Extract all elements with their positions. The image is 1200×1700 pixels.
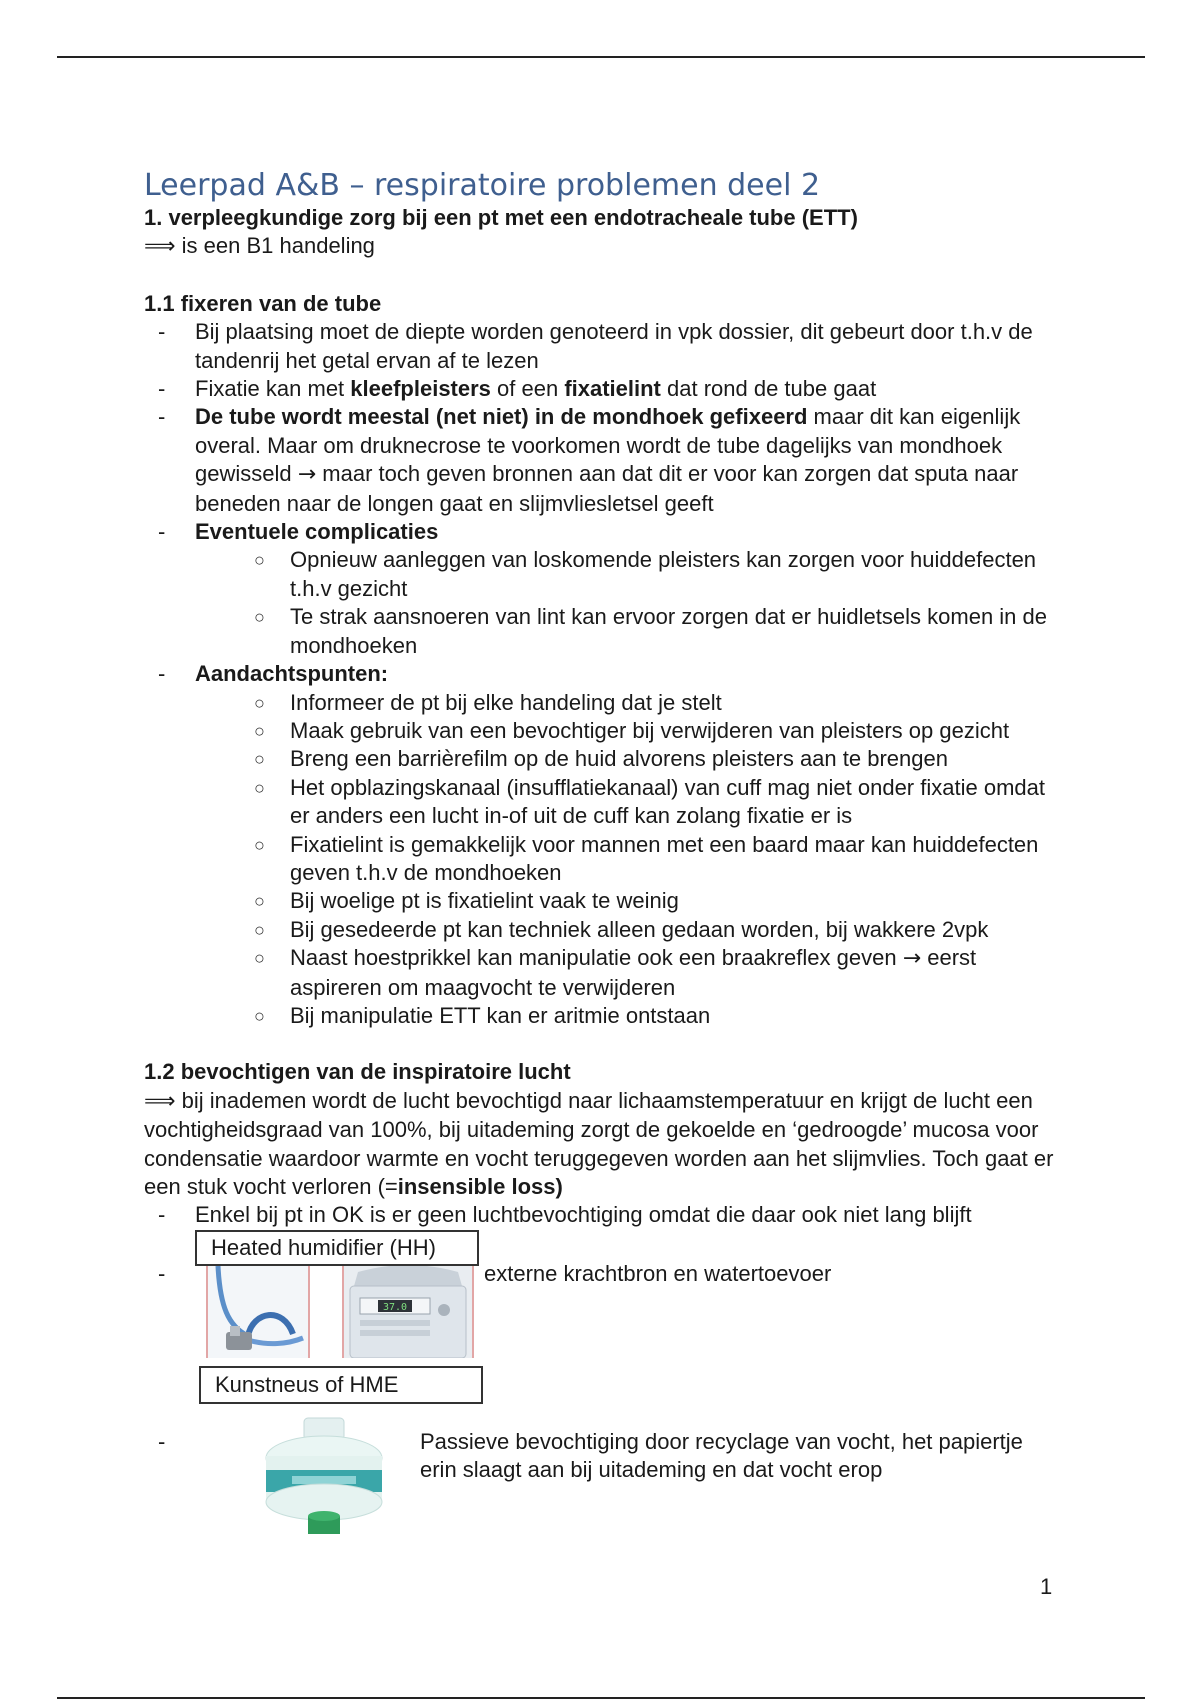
document-body [144,168,1064,1542]
humidifier-tubing-image [206,1266,310,1358]
heated-humidifier-label: Heated humidifier (HH) [195,1230,479,1266]
list-item: ○ Het opblazingskanaal (insufflatiekanaal) van cuff mag niet onder fixatie omdat er anders een lucht in-of uit de cuff kan zolang fixatie er is [254,774,1045,829]
hme-figure [144,1366,1064,1542]
heated-humidifier-text: externe krachtbron en watertoevoer [484,1260,832,1286]
list-item: ○ Maak gebruik van een bevochtiger bij verwijderen van pleisters op gezicht [290,717,1064,745]
list-item: ○ Bij woelige pt is fixatielint vaak te weinig [290,887,1064,915]
attention-points-list [195,689,1064,1031]
list-dash: - [158,1260,166,1286]
list-item: - Aandachtspunten: ○ Informeer de pt bij elke handeling dat je stelt ○ Maak gebruik van een bevochtiger bij verwijderen van pleisters op gezicht ○ Breng een barrièrefilm op de huid alvorens pleisters aan te brengen ○ Het opblazingskanaal (insufflatiekanaal) van cuff mag niet onder fixatie omdat er anders een lucht in-of uit de cuff kan zolang fixatie er is ○ Fixatielint is gemakkelijk voor mannen met een baard maar kan huiddefecten geven t.h.v de mondhoeken ○ Bij woelige pt is fixatielint vaak te weinig ○ Bij gesedeerde pt kan techniek alleen gedaan worden, bij wakkere 2vpk ○ Naast hoestprikkel kan manipulatie ook een braakreflex geven → eerst aspireren om maagvocht te verwijderen ○ Bij manipulatie ETT kan er aritmie ontstaan [144,660,1064,1030]
list-item: ○ Opnieuw aanleggen van loskomende pleisters kan zorgen voor huiddefecten t.h.v gezicht [254,547,1037,601]
circle-bullet-icon: ○ [254,607,265,628]
hme-filter-image [248,1412,400,1542]
list-item: ○ Naast hoestprikkel kan manipulatie ook een braakreflex geven → eerst aspireren om maagvocht te verwijderen [254,945,977,1000]
spacer [144,262,1064,290]
hme-label: Kunstneus of HME [199,1366,483,1404]
circle-bullet-icon: ○ [254,720,265,741]
circle-bullet-icon: ○ [254,834,265,855]
circle-bullet-icon: ○ [254,550,265,571]
page-title: Leerpad A&B – respiratoire problemen deel 2 [144,168,821,203]
circle-bullet-icon: ○ [254,919,265,940]
complications-list [195,546,1064,660]
arrow-right-icon: → [297,462,317,488]
section-1-2-list [144,1201,1064,1229]
list-item: - Enkel bij pt in OK is er geen luchtbevochtiging omdat die daar ook niet lang blijft [144,1201,1064,1229]
section-1-note: ⟹ is een B1 handeling [144,233,375,260]
list-item: - Eventuele complicaties ○ Opnieuw aanleggen van loskomende pleisters kan zorgen voor huiddefecten t.h.v gezicht ○ Te strak aansnoeren van lint kan ervoor zorgen dat er huidletsels komen in de mondhoeken [144,518,1064,660]
list-item: - Bij plaatsing moet de diepte worden genoteerd in vpk dossier, dit gebeurt door t.h.v de tandenrij het getal ervan af te lezen [144,318,1064,375]
implies-arrow-icon: ⟹ [144,1088,176,1114]
footer-rule [57,1697,1145,1699]
section-1-2-paragraph: ⟹ bij inademen wordt de lucht bevochtigd naar lichaamstemperatuur en krijgt de lucht een vochtigheidsgraad van 100%, bij uitademing zorgt de gekoelde en ‘gedroogde’ mucosa voor condensatie waardoor warmte en vocht teruggegeven worden aan het slijmvlies. Toch gaat er een stuk vocht verloren (=insensible loss) [144,1087,1054,1199]
section-1-heading: 1. verpleegkundige zorg bij een pt met een endotracheale tube (ETT) [144,205,858,230]
arrow-right-icon: → [902,946,922,972]
circle-bullet-icon: ○ [254,948,265,969]
humidifier-device-image [342,1266,474,1358]
list-item: - Fixatie kan met kleefpleisters of een fixatielint dat rond de tube gaat [144,375,1064,403]
section-1-1-heading: 1.1 fixeren van de tube [144,290,382,316]
list-item: - De tube wordt meestal (net niet) in de mondhoek gefixeerd maar dit kan eigenlijk overal. Maar om druknecrose te voorkomen wordt de tube dagelijks van mondhoek gewisseld → maar toch geven bronnen aan dat dit er voor kan zorgen dat sputa naar beneden naar de longen gaat en slijmvliesletsel geeft [144,403,1064,518]
header-rule [57,56,1145,58]
list-item: ○ Bij gesedeerde pt kan techniek alleen gedaan worden, bij wakkere 2vpk [290,916,1064,944]
heated-humidifier-figure [144,1230,1064,1358]
lcd-readout: 37.0 [382,1301,408,1313]
list-dash: - [158,1428,166,1454]
section-1-1-list [144,318,1064,1030]
section-1-2-heading: 1.2 bevochtigen van de inspiratoire lucht [144,1059,571,1085]
circle-bullet-icon: ○ [254,1005,265,1026]
list-item: ○ Informeer de pt bij elke handeling dat je stelt [290,689,1064,717]
list-item: ○ Fixatielint is gemakkelijk voor mannen met een baard maar kan huiddefecten geven t.h.v de mondhoeken [254,831,1039,885]
list-item: ○ Te strak aansnoeren van lint kan ervoor zorgen dat er huidletsels komen in de mondhoeken [254,604,1047,658]
page-number: 1 [1040,1574,1053,1599]
list-item: ○ Bij manipulatie ETT kan er aritmie ontstaan [290,1002,1064,1030]
circle-bullet-icon: ○ [254,749,265,770]
spacer [144,1030,1064,1058]
implies-arrow-icon: ⟹ [144,234,176,260]
circle-bullet-icon: ○ [254,692,265,713]
list-item: ○ Breng een barrièrefilm op de huid alvorens pleisters aan te brengen [290,745,1064,773]
hme-text: Passieve bevochtiging door recyclage van vocht, het papiertje erin slaagt aan bij uitademing en dat vocht erop [420,1428,1023,1483]
circle-bullet-icon: ○ [254,891,265,912]
circle-bullet-icon: ○ [254,777,265,798]
